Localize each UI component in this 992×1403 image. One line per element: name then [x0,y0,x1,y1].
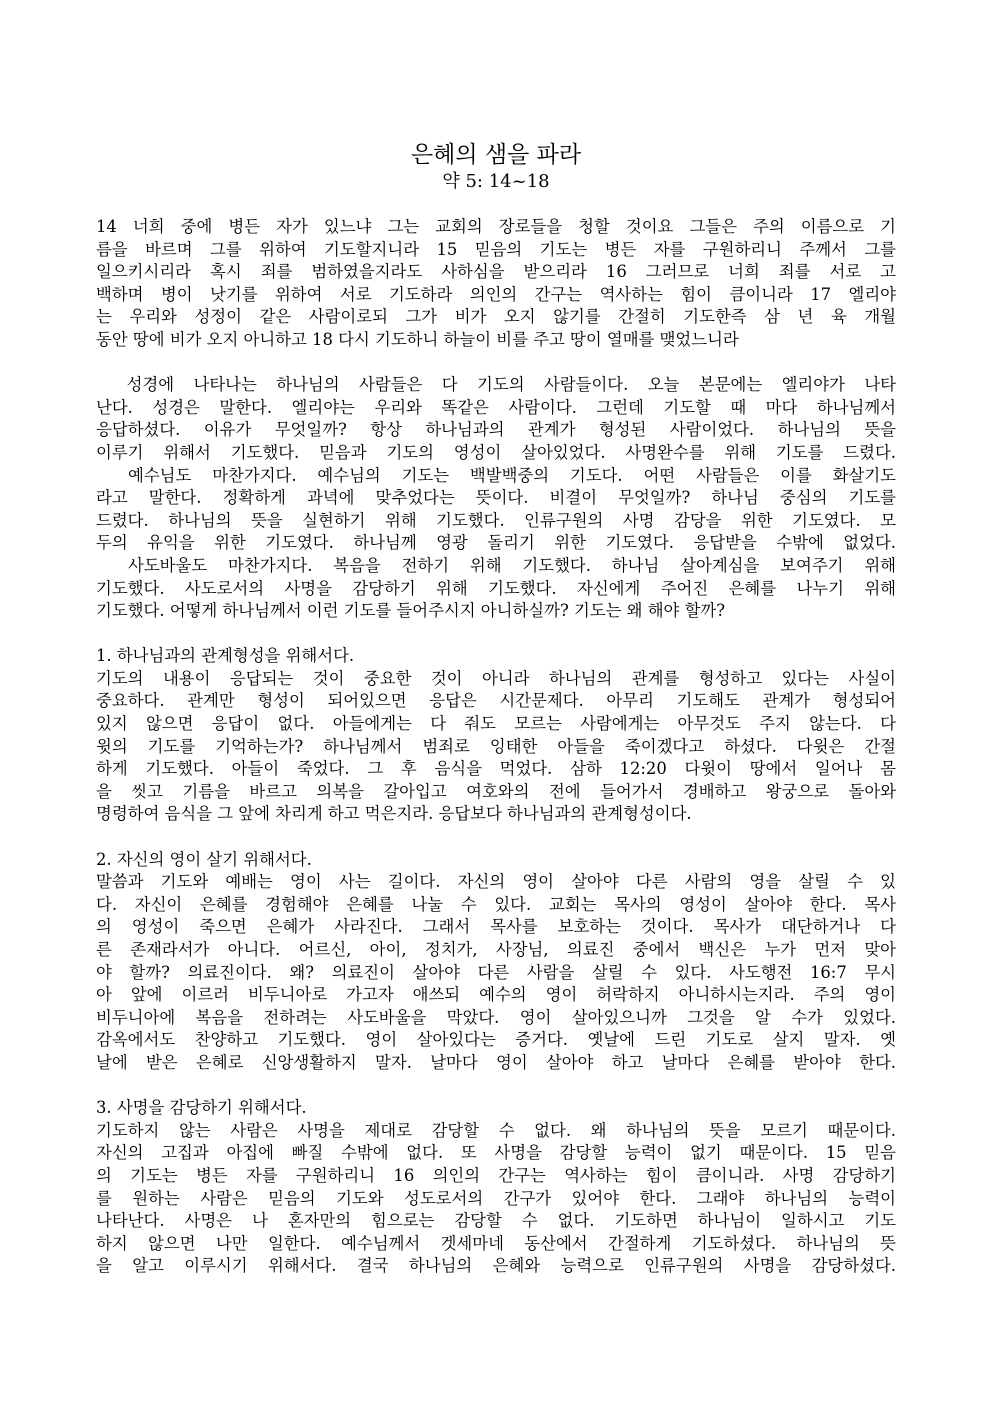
section-heading: 3. 사명을 감당하기 위해서다. [96,1098,307,1118]
section-line: 나타난다. 사명은 나 혼자만의 힘으로는 감당할 수 없다. 기도하면 하나님이 일하시고 기도 [96,1211,896,1231]
section-line: 말씀과 기도와 예배는 영이 사는 길이다. 자신의 영이 살아야 다른 사람의 영을 살릴 수 있 [96,872,896,892]
sermon-page [96,140,896,1278]
section-line: 아 앞에 이르러 비두니아로 가고자 애쓰되 예수의 영이 허락하지 아니하시는지라. 주의 영이 [96,985,896,1005]
section-1 [96,645,896,826]
section-heading: 2. 자신의 영이 살기 위해서다. [96,849,312,869]
section-line: 중요하다. 관계만 형성이 되어있으면 응답은 시간문제다. 아무리 기도해도 관계가 형성되어 [96,691,896,711]
intro-line: 성경에 나타나는 하나님의 사람들은 다 기도의 사람들이다. 오늘 본문에는 엘리야가 나타 [96,375,896,395]
intro-line: 난다. 성경은 말한다. 엘리야는 우리와 똑같은 사람이다. 그런데 기도할 때 마다 하나님께서 [96,397,896,417]
section-line: 을 알고 이루시기 위해서다. 결국 하나님의 은혜와 능력으로 인류구원의 사명을 감당하셨다. [96,1256,896,1276]
section-heading: 1. 하나님과의 관계형성을 위해서다. [96,646,355,666]
sermon-title: 은혜의 샘을 파라 [410,142,582,168]
section-2 [96,849,896,1075]
scripture-line: 백하며 병이 낫기를 위하여 서로 기도하라 의인의 간구는 역사하는 힘이 큼이니라 17 엘리야 [96,284,896,304]
section-line: 른 존재라서가 아니다. 어르신, 아이, 정치가, 사장님, 의료진 중에서 백신은 누가 먼저 맞아 [96,940,896,959]
intro-line: 라고 말한다. 정확하게 과녁에 맞추었다는 뜻이다. 비결이 무엇일까? 하나님 중심의 기도를 [96,488,896,508]
intro-line: 응답하셨다. 이유가 무엇일까? 항상 하나님과의 관계가 형성된 사람이었다. 하나님의 뜻을 [96,420,896,440]
section-line: 비두니아에 복음을 전하려는 사도바울을 막았다. 영이 살아있으니까 그것을 알 수가 있었다. [96,1007,896,1027]
intro-paragraph [96,374,896,623]
intro-line: 두의 유익을 위한 기도였다. 하나님께 영광 돌리기 위한 기도였다. 응답받을 수밖에 없었다. [96,533,896,553]
section-line: 있지 않으면 응답이 없다. 아들에게는 다 줘도 모르는 사람에게는 아무것도 주지 않는다. 다 [96,714,896,734]
section-line: 기도의 내용이 응답되는 것이 중요한 것이 아니라 하나님의 관계를 형성하고 있다는 사실이 [96,668,896,688]
section-line: 감옥에서도 찬양하고 기도했다. 영이 살아있다는 증거다. 옛날에 드린 기도로 살지 말자. 옛 [96,1030,896,1050]
scripture-line: 름을 바르며 그를 위하여 기도할지니라 15 믿음의 기도는 병든 자를 구원하리니 주께서 그를 [96,239,896,259]
scripture-line: 는 우리와 성정이 같은 사람이로되 그가 비가 오지 않기를 간절히 기도한즉 삼 년 육 개월 [96,307,896,327]
section-line: 자신의 고집과 아집에 빠질 수밖에 없다. 또 사명을 감당할 능력이 없기 때문이다. 15 믿음 [96,1143,896,1163]
scripture-reference: 약 5: 14~18 [442,171,550,192]
section-line: 다. 자신이 은혜를 경험해야 은혜를 나눌 수 있다. 교회는 목사의 영성이 살아야 한다. 목사 [96,894,896,914]
scripture-line: 14 너희 중에 병든 자가 있느냐 그는 교회의 장로들을 청할 것이요 그들은 주의 이름으로 기 [96,217,896,236]
intro-line: 이루기 위해서 기도했다. 믿음과 기도의 영성이 살아있었다. 사명완수를 위해 기도를 드렸다. [96,442,896,462]
section-3 [96,1097,896,1278]
intro-line: 드렸다. 하나님의 뜻을 실현하기 위해 기도했다. 인류구원의 사명 감당을 위한 기도였다. 모 [96,510,896,530]
section-line: 기도하지 않는 사람은 사명을 제대로 감당할 수 없다. 왜 하나님의 뜻을 모르기 때문이다. [96,1120,896,1140]
intro-line: 예수님도 마찬가지다. 예수님의 기도는 백발백중의 기도다. 어떤 사람들은 이를 화살기도 [96,465,896,485]
intro-line: 기도했다. 사도로서의 사명을 감당하기 위해 기도했다. 자신에게 주어진 은혜를 나누기 위해 [96,578,896,598]
section-line: 의 기도는 병든 자를 구원하리니 16 의인의 간구는 역사하는 힘이 큼이니라. 사명 감당하기 [96,1165,896,1185]
section-line: 명령하여 음식을 그 앞에 차리게 하고 먹은지라. 응답보다 하나님과의 관계형성이다. [96,804,692,824]
scripture-line: 일으키시리라 혹시 죄를 범하였을지라도 사하심을 받으리라 16 그러므로 너희 죄를 서로 고 [96,262,896,282]
section-line: 야 할까? 의료진이다. 왜? 의료진이 살아야 다른 사람을 살릴 수 있다. 사도행전 16:7 무시 [96,962,896,982]
intro-line: 기도했다. 어떻게 하나님께서 이런 기도를 들어주시지 아니하실까? 기도는 왜 해야 할까? [96,601,726,621]
section-line: 하게 기도했다. 아들이 죽었다. 그 후 음식을 먹었다. 삼하 12:20 다윗이 땅에서 일어나 몸 [96,759,896,779]
section-line: 을 씻고 기름을 바르고 의복을 갈아입고 여호와의 전에 들어가서 경배하고 왕궁으로 돌아와 [96,781,896,801]
section-line: 의 영성이 죽으면 은혜가 사라진다. 그래서 목사를 보호하는 것이다. 목사가 대단하거나 다 [96,917,896,937]
scripture-line: 동안 땅에 비가 오지 아니하고 18 다시 기도하니 하늘이 비를 주고 땅이 열매를 맺었느니라 [96,329,739,349]
section-line: 하지 않으면 나만 일한다. 예수님께서 겟세마네 동산에서 간절하게 기도하셨다. 하나님의 뜻 [96,1233,896,1253]
section-line: 를 원하는 사람은 믿음의 기도와 성도로서의 간구가 있어야 한다. 그래야 하나님의 능력이 [96,1188,896,1208]
section-line: 윗의 기도를 기억하는가? 하나님께서 범죄로 잉태한 아들을 죽이겠다고 하셨다. 다윗은 간절 [96,736,896,756]
scripture-passage [96,216,896,352]
intro-line: 사도바울도 마찬가지다. 복음을 전하기 위해 기도했다. 하나님 살아계심을 보여주기 위해 [96,555,896,575]
section-line: 날에 받은 은혜로 신앙생활하지 말자. 날마다 영이 살아야 하고 날마다 은혜를 받아야 한다. [96,1052,896,1072]
